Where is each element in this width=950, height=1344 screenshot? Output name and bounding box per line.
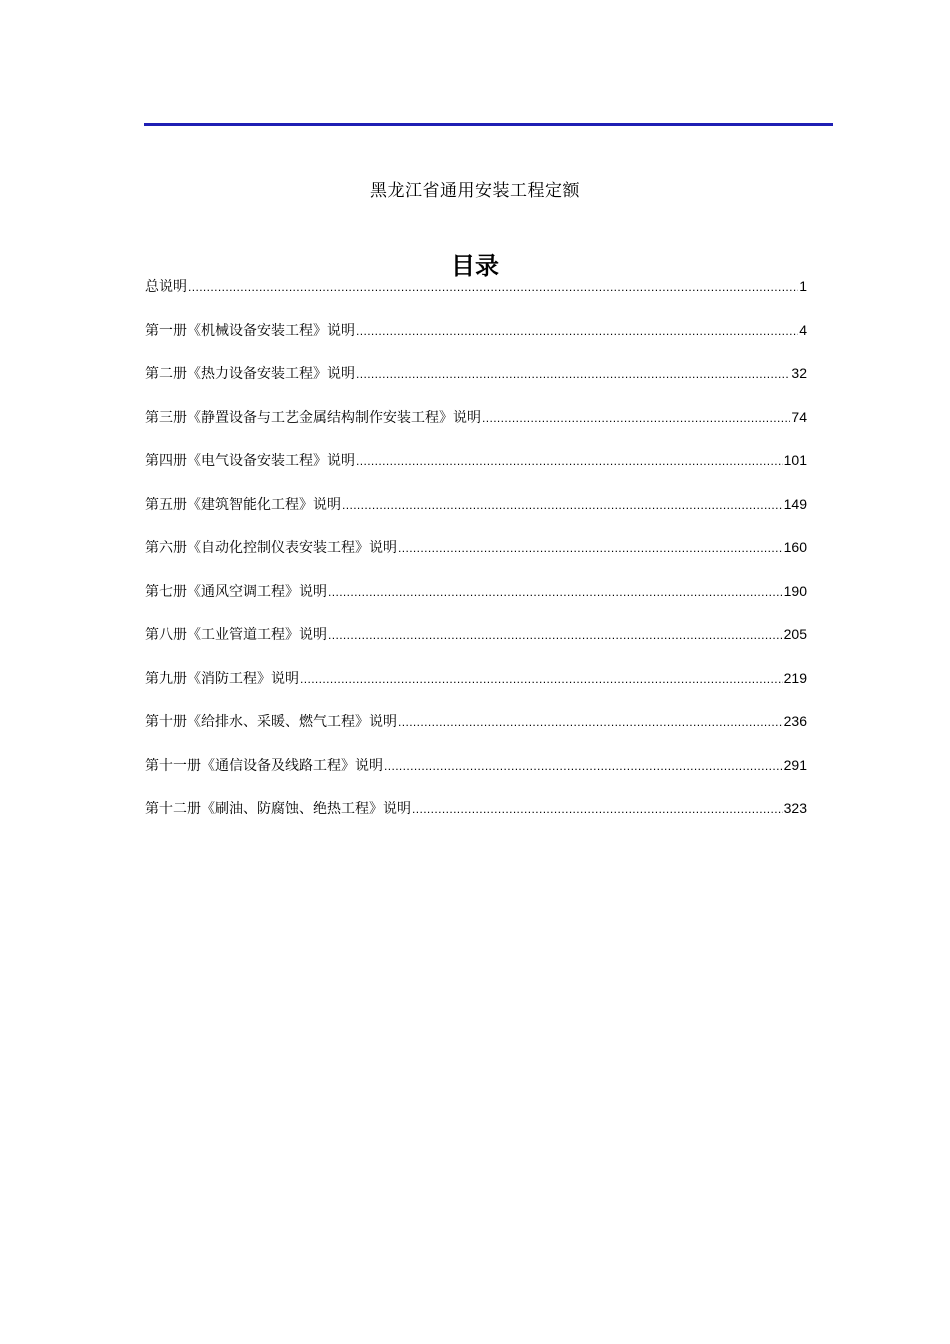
toc-entry-page: 219 — [783, 669, 807, 686]
toc-entry[interactable] — [145, 577, 807, 621]
toc-leader-dots — [328, 621, 783, 649]
toc-entry-label: 第五册《建筑智能化工程》说明 — [145, 496, 341, 513]
toc-entry-label: 第十二册《刷油、防腐蚀、绝热工程》说明 — [145, 801, 411, 817]
toc-leader-dots — [384, 752, 783, 780]
header-rule — [144, 123, 833, 126]
toc-entry[interactable] — [145, 272, 807, 316]
toc-entry-label: 第六册《自动化控制仪表安装工程》说明 — [145, 540, 397, 556]
toc-entry-label: 第十册《给排水、采暖、燃气工程》说明 — [145, 714, 397, 730]
toc-entry-label: 第九册《消防工程》说明 — [145, 670, 299, 687]
toc-leader-dots — [342, 491, 783, 519]
toc-heading: 目录 — [451, 252, 499, 280]
table-of-contents — [145, 272, 807, 838]
toc-entry-label: 第四册《电气设备安装工程》说明 — [145, 453, 355, 469]
toc-entry-page: 190 — [783, 582, 807, 599]
toc-entry-label: 第三册《静置设备与工艺金属结构制作安装工程》说明 — [145, 409, 481, 426]
toc-entry[interactable] — [145, 446, 807, 490]
toc-leader-dots — [188, 273, 798, 301]
toc-leader-dots — [300, 665, 783, 693]
toc-entry-page: 32 — [791, 365, 807, 381]
toc-entry-page: 205 — [783, 626, 807, 642]
toc-leader-dots — [356, 360, 790, 388]
toc-entry[interactable] — [145, 359, 807, 403]
toc-entry[interactable] — [145, 620, 807, 664]
toc-entry-page: 74 — [791, 408, 807, 425]
toc-entry[interactable] — [145, 794, 807, 838]
toc-entry-label: 第二册《热力设备安装工程》说明 — [145, 366, 355, 382]
toc-entry[interactable] — [145, 403, 807, 447]
toc-entry-page: 160 — [783, 539, 807, 555]
toc-leader-dots — [328, 578, 783, 606]
toc-entry-page: 101 — [783, 452, 807, 468]
toc-entry-label: 总说明 — [145, 279, 187, 295]
toc-entry-label: 第一册《机械设备安装工程》说明 — [145, 322, 355, 339]
toc-entry-label: 第十一册《通信设备及线路工程》说明 — [145, 757, 383, 774]
toc-entry-page: 4 — [799, 321, 807, 338]
toc-entry[interactable] — [145, 707, 807, 751]
toc-leader-dots — [398, 534, 783, 562]
toc-entry-page: 236 — [783, 713, 807, 729]
toc-entry-label: 第八册《工业管道工程》说明 — [145, 627, 327, 643]
toc-entry-page: 291 — [783, 756, 807, 773]
toc-entry-page: 149 — [783, 495, 807, 512]
toc-leader-dots — [356, 317, 798, 345]
toc-entry-page: 323 — [783, 800, 807, 816]
toc-entry[interactable] — [145, 664, 807, 708]
document-title: 黑龙江省通用安装工程定额 — [370, 181, 580, 201]
toc-entry[interactable] — [145, 316, 807, 360]
toc-leader-dots — [356, 447, 783, 475]
toc-leader-dots — [482, 404, 790, 432]
toc-leader-dots — [412, 795, 783, 823]
toc-entry[interactable] — [145, 751, 807, 795]
toc-entry-label: 第七册《通风空调工程》说明 — [145, 583, 327, 600]
toc-leader-dots — [398, 708, 783, 736]
toc-entry-page: 1 — [799, 278, 807, 294]
toc-entry[interactable] — [145, 533, 807, 577]
toc-entry[interactable] — [145, 490, 807, 534]
